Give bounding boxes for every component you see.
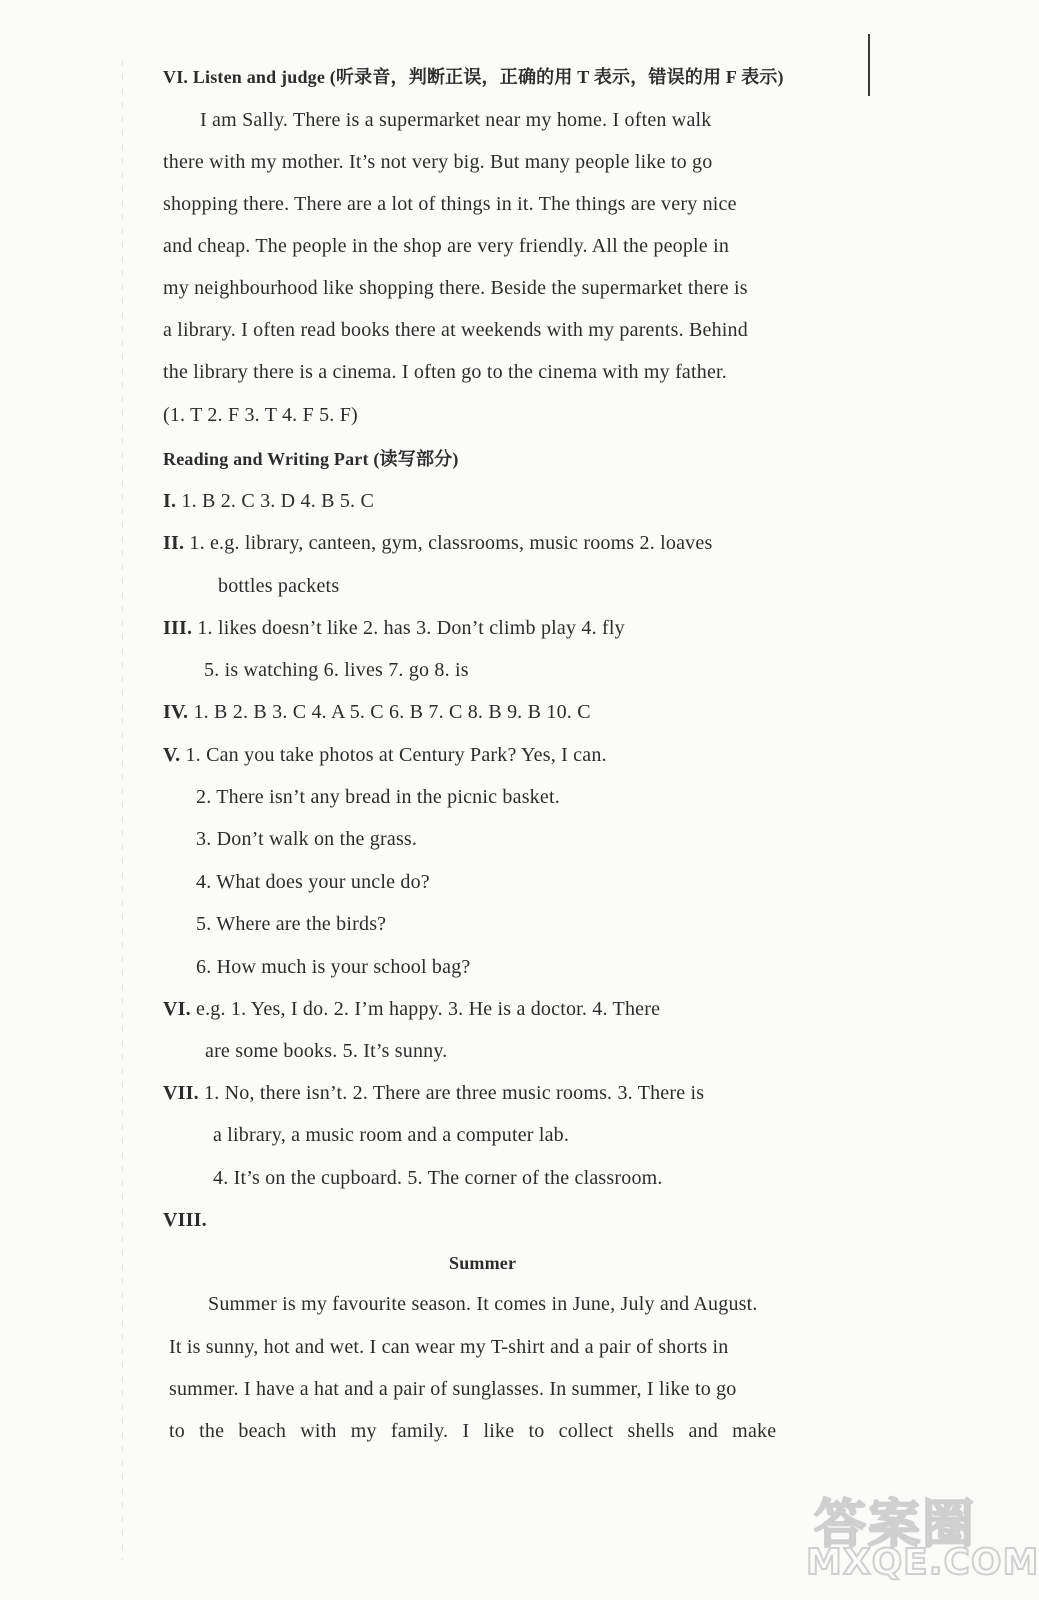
answer-line: 1. Can you take photos at Century Park? Yes, I can.: [185, 744, 607, 766]
section-viii: [163, 1207, 207, 1233]
listening-heading-text: Listen and judge (听录音，判断正误，正确的用 T 表示，错误的用 F 表示): [192, 67, 784, 87]
passage-line: and cheap. The people in the shop are very friendly. All the people in: [163, 235, 730, 257]
passage-line: the library there is a cinema. I often go to the cinema with my father.: [163, 361, 728, 383]
answer-line: 2. There isn’t any bread in the picnic basket.: [196, 786, 560, 808]
page-fold-crease: [122, 60, 123, 1560]
answer-line: e.g. 1. Yes, I do. 2. I’m happy. 3. He is a doctor. 4. There: [196, 998, 661, 1020]
margin-bar: [868, 34, 870, 96]
watermark-en-text: MXQE.COM: [806, 1542, 1039, 1583]
section-number: III.: [163, 617, 193, 639]
section-number: I.: [163, 490, 177, 512]
section-i: [163, 488, 374, 514]
answer-line: 6. How much is your school bag?: [196, 956, 471, 978]
essay-line: Summer is my favourite season. It comes in June, July and August.: [208, 1293, 758, 1315]
section-v: [163, 742, 607, 768]
reading-writing-title: Reading and Writing Part (读写部分): [163, 449, 459, 469]
answer-line: 1. No, there isn’t. 2. There are three music rooms. 3. There is: [204, 1082, 705, 1104]
answer-line: 1. B 2. B 3. C 4. A 5. C 6. B 7. C 8. B 9. B 10. C: [193, 701, 591, 723]
watermark-logo: [806, 1482, 1039, 1594]
answer-line: a library, a music room and a computer lab.: [213, 1124, 570, 1146]
section-number: V.: [163, 744, 181, 766]
answer-line: bottles packets: [218, 575, 340, 597]
section-vi: [163, 996, 660, 1022]
passage-line: my neighbourhood like shopping there. Beside the supermarket there is: [163, 277, 748, 299]
passage-line: there with my mother. It’s not very big. But many people like to go: [163, 151, 713, 173]
listening-heading: [163, 64, 784, 90]
essay-line: to the beach with my family. I like to collect shells and make: [169, 1420, 777, 1442]
answer-line: 1. likes doesn’t like 2. has 3. Don’t climb play 4. fly: [197, 617, 625, 639]
passage-line: shopping there. There are a lot of things in it. The things are very nice: [163, 193, 737, 215]
essay-title: Summer: [449, 1253, 517, 1273]
essay-line: It is sunny, hot and wet. I can wear my T-shirt and a pair of shorts in: [169, 1336, 729, 1358]
answer-line: 5. Where are the birds?: [196, 913, 387, 935]
section-number: II.: [163, 532, 185, 554]
passage-line: I am Sally. There is a supermarket near my home. I often walk: [200, 109, 712, 131]
answer-line: 5. is watching 6. lives 7. go 8. is: [204, 659, 469, 681]
watermark-cn-text: 答案圈: [814, 1495, 977, 1555]
answer-line: 1. B 2. C 3. D 4. B 5. C: [181, 490, 374, 512]
section-ii: [163, 530, 712, 556]
answer-line: 1. e.g. library, canteen, gym, classrooms, music rooms 2. loaves: [189, 532, 713, 554]
section-number: VII.: [163, 1082, 199, 1104]
section-vii: [163, 1080, 704, 1106]
section-iii: [163, 615, 625, 641]
listening-heading-num: VI.: [163, 67, 189, 87]
listening-answers: (1. T 2. F 3. T 4. F 5. F): [163, 404, 358, 426]
answer-line: are some books. 5. It’s sunny.: [205, 1040, 448, 1062]
section-number: VI.: [163, 998, 191, 1020]
section-number: VIII.: [163, 1209, 207, 1231]
section-iv: [163, 699, 591, 725]
section-number: IV.: [163, 701, 189, 723]
passage-line: a library. I often read books there at weekends with my parents. Behind: [163, 319, 748, 341]
answer-line: 3. Don’t walk on the grass.: [196, 828, 418, 850]
answer-line: 4. It’s on the cupboard. 5. The corner of the classroom.: [213, 1167, 663, 1189]
answer-line: 4. What does your uncle do?: [196, 871, 430, 893]
essay-line: summer. I have a hat and a pair of sunglasses. In summer, I like to go: [169, 1378, 737, 1400]
